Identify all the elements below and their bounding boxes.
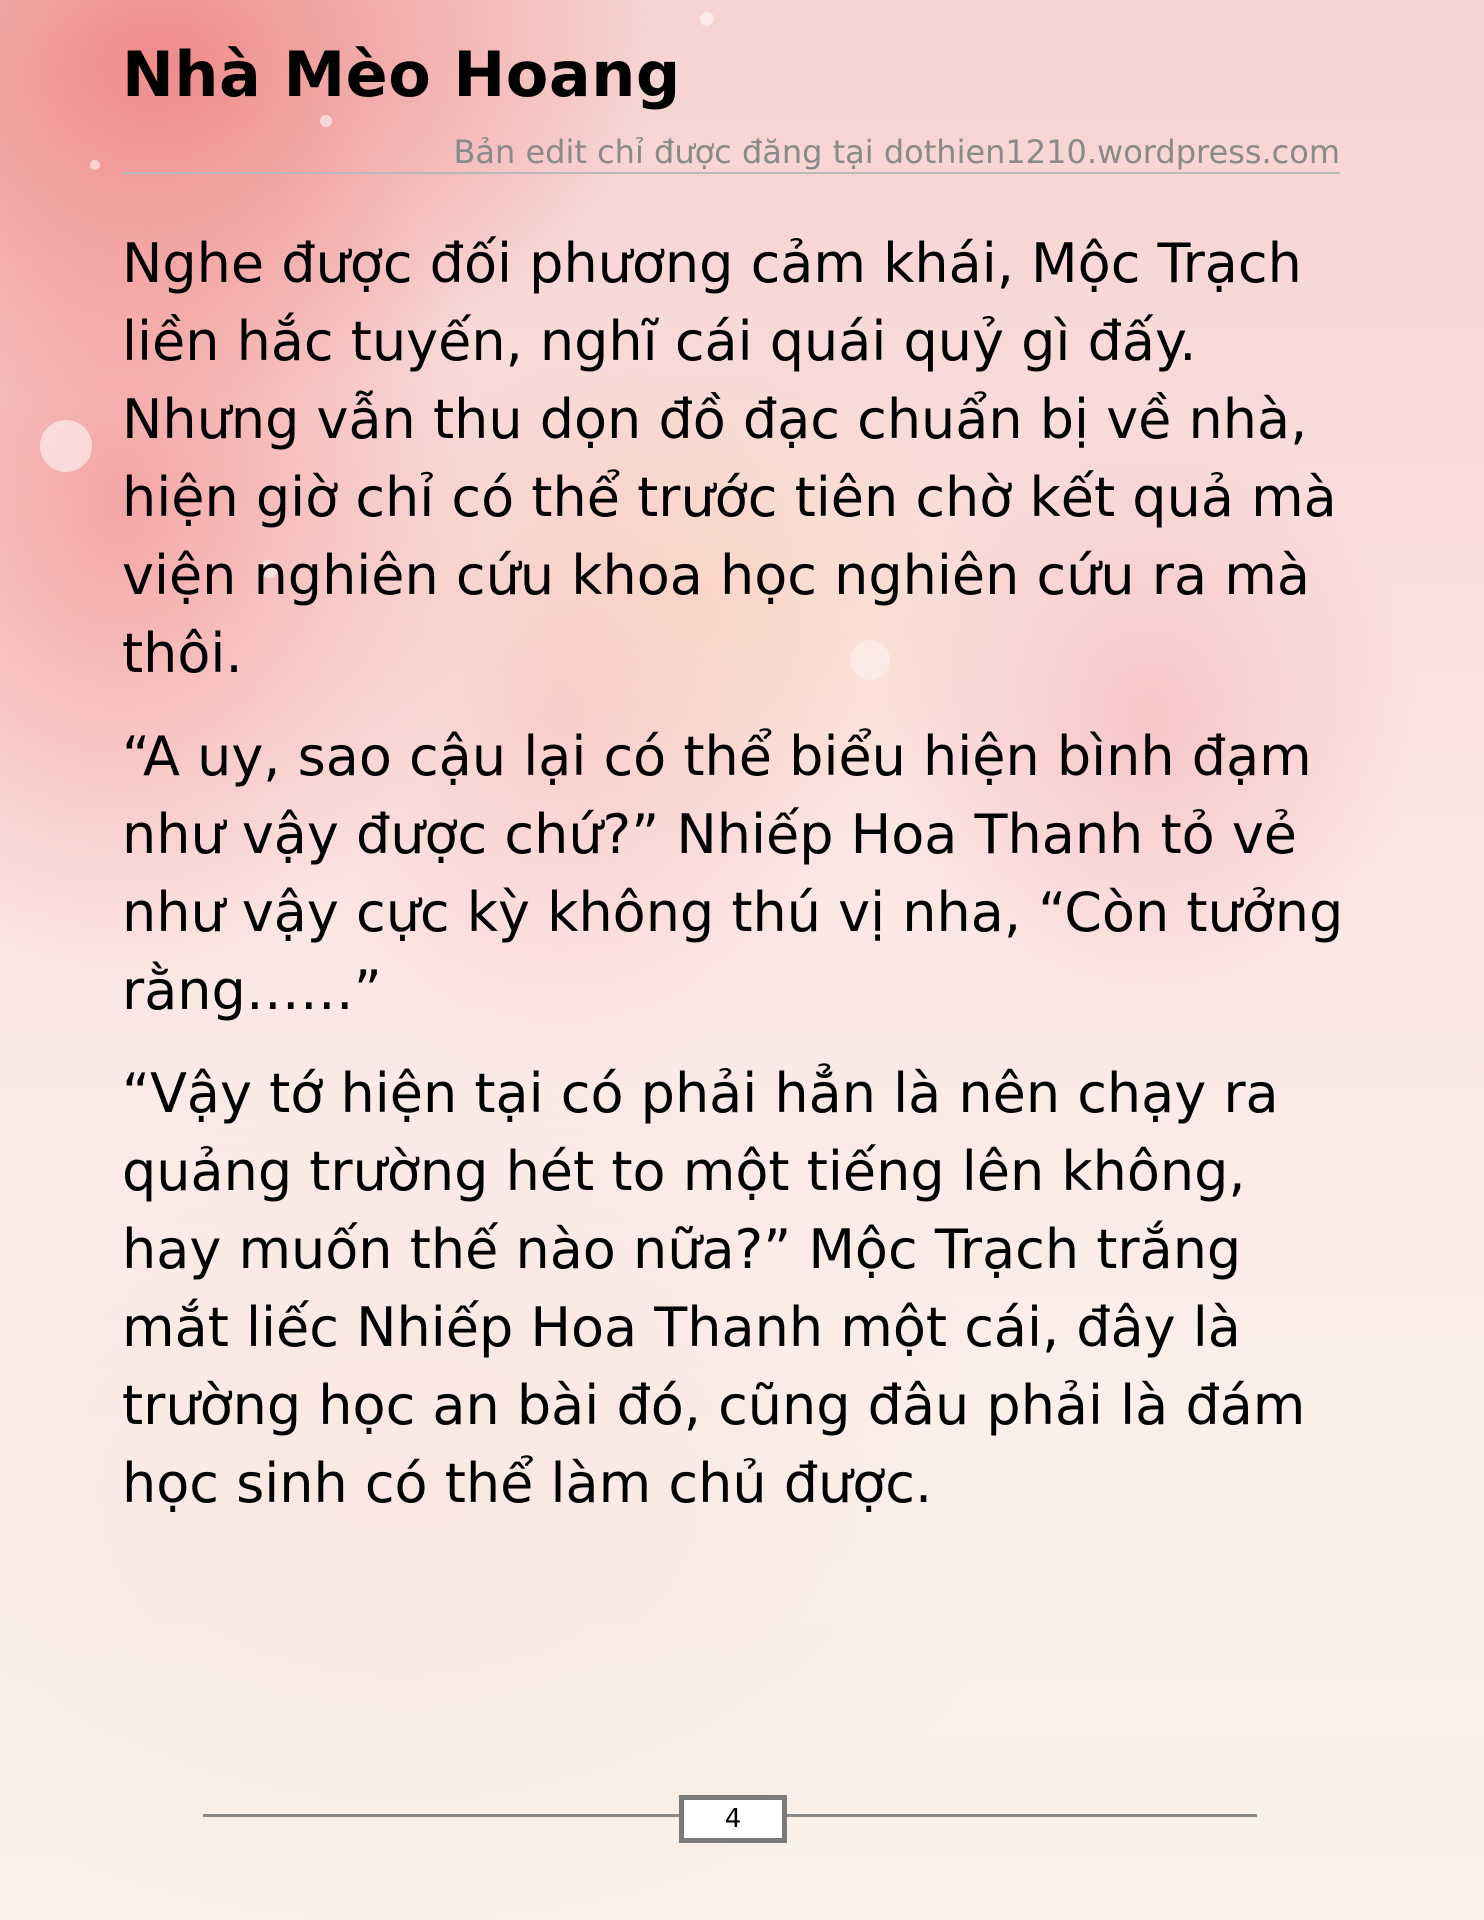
paragraph: “Vậy tớ hiện tại có phải hẳn là nên chạy ra quảng trường hét to một tiếng lên không, hay muốn thế nào nữa?” Mộc Trạch trắng mắt liếc Nhiếp Hoa Thanh một cái, đây là trường học an bài đó, cũng đâu phải là đám học sinh có thể làm chủ được. — [122, 1062, 1306, 1515]
header-divider — [122, 172, 1340, 174]
background-sparkle — [90, 160, 100, 170]
document-title: Nhà Mèo Hoang — [122, 38, 681, 111]
page-number: 4 — [679, 1795, 787, 1843]
paragraph: Nghe được đối phương cảm khái, Mộc Trạch liền hắc tuyến, nghĩ cái quái quỷ gì đấy. Nhưng vẫn thu dọn đồ đạc chuẩn bị về nhà, hiện giờ chỉ có thể trước tiên chờ kết quả mà viện nghiên cứu khoa học nghiên cứu ra mà thôi. — [122, 232, 1337, 685]
background-sparkle — [700, 12, 714, 26]
background-sparkle — [40, 420, 92, 472]
background-sparkle — [320, 115, 332, 127]
chapter-body — [122, 225, 1352, 1548]
source-notice: Bản edit chỉ được đăng tại dothien1210.wordpress.com — [453, 133, 1340, 171]
paragraph: “A uy, sao cậu lại có thể biểu hiện bình đạm như vậy được chứ?” Nhiếp Hoa Thanh tỏ vẻ như vậy cực kỳ không thú vị nha, “Còn tưởng rằng……” — [122, 725, 1344, 1022]
